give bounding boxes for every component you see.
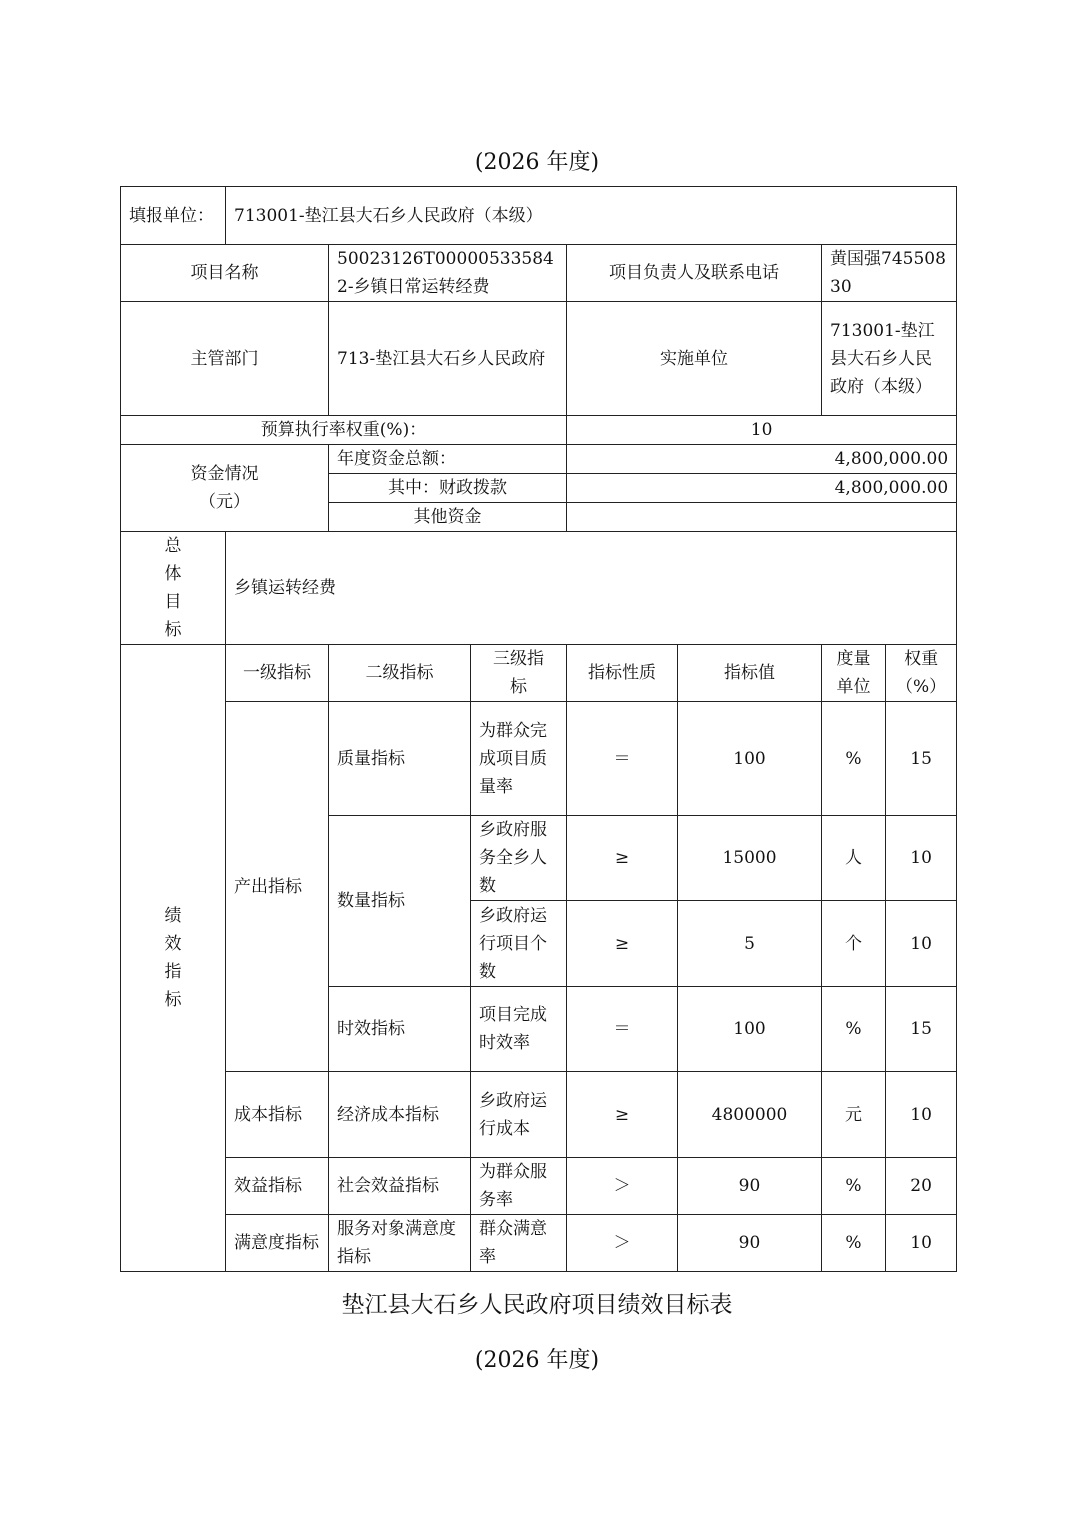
other-value [567, 503, 957, 532]
budget-weight-value: 10 [567, 416, 957, 445]
header-unit: 度量单位 [822, 645, 886, 702]
level3-cell: 为群众完成项目质量率 [471, 702, 567, 816]
project-name-label: 项目名称 [121, 245, 329, 302]
unit-value: 713001-垫江县大石乡人民政府（本级） [226, 187, 957, 245]
impl-label: 实施单位 [567, 302, 822, 416]
weight-cell: 20 [886, 1158, 957, 1215]
fiscal-value: 4,800,000.00 [567, 474, 957, 503]
performance-table [120, 186, 957, 1272]
level2-quantity: 数量指标 [329, 816, 471, 987]
contact-value: 黄国强74550830 [822, 245, 957, 302]
goal-label: 总体目标 [121, 532, 226, 645]
value-cell: 100 [678, 702, 822, 816]
unit-cell: 人 [822, 816, 886, 901]
value-cell: 4800000 [678, 1072, 822, 1158]
total-label: 年度资金总额： [329, 445, 567, 474]
unit-cell: % [822, 1158, 886, 1215]
weight-cell: 10 [886, 1072, 957, 1158]
level1-cost: 成本指标 [226, 1072, 329, 1158]
nature-cell: ＝ [567, 702, 678, 816]
value-cell: 90 [678, 1158, 822, 1215]
total-value: 4,800,000.00 [567, 445, 957, 474]
value-cell: 100 [678, 987, 822, 1072]
value-cell: 90 [678, 1215, 822, 1272]
goal-value: 乡镇运转经费 [226, 532, 957, 645]
level1-output: 产出指标 [226, 702, 329, 1072]
weight-cell: 15 [886, 702, 957, 816]
funds-label: 资金情况（元） [121, 445, 329, 532]
nature-cell: ＞ [567, 1215, 678, 1272]
nature-cell: ≥ [567, 901, 678, 987]
unit-cell: % [822, 1215, 886, 1272]
other-label: 其他资金 [329, 503, 567, 532]
value-cell: 15000 [678, 816, 822, 901]
level3-cell: 乡政府运行项目个数 [471, 901, 567, 987]
weight-cell: 10 [886, 901, 957, 987]
unit-cell: % [822, 702, 886, 816]
level1-benefit: 效益指标 [226, 1158, 329, 1215]
nature-cell: ≥ [567, 816, 678, 901]
contact-label: 项目负责人及联系电话 [567, 245, 822, 302]
level3-cell: 为群众服务率 [471, 1158, 567, 1215]
header-level2: 二级指标 [329, 645, 471, 702]
unit-cell: 元 [822, 1072, 886, 1158]
year-subheading: (2026 年度) [474, 1348, 600, 1373]
value-cell: 5 [678, 901, 822, 987]
nature-cell: ≥ [567, 1072, 678, 1158]
unit-label: 填报单位： [121, 187, 226, 245]
level2-social-benefit: 社会效益指标 [329, 1158, 471, 1215]
dept-label: 主管部门 [121, 302, 329, 416]
nature-cell: ＞ [567, 1158, 678, 1215]
document-title: 垫江县大石乡人民政府项目绩效目标表 [341, 1292, 733, 1318]
unit-cell: % [822, 987, 886, 1072]
budget-weight-label: 预算执行率权重(%)： [121, 416, 567, 445]
header-nature: 指标性质 [567, 645, 678, 702]
header-value: 指标值 [678, 645, 822, 702]
weight-cell: 10 [886, 1215, 957, 1272]
level1-satisfaction: 满意度指标 [226, 1215, 329, 1272]
level3-cell: 乡政府运行成本 [471, 1072, 567, 1158]
header-level3: 三级指标 [471, 645, 567, 702]
perf-label: 绩效指标 [121, 645, 226, 1272]
unit-cell: 个 [822, 901, 886, 987]
level3-cell: 项目完成时效率 [471, 987, 567, 1072]
level2-service-satisfaction: 服务对象满意度指标 [329, 1215, 471, 1272]
level2-economic-cost: 经济成本指标 [329, 1072, 471, 1158]
year-heading: (2026 年度) [474, 150, 600, 175]
level3-cell: 乡政府服务全乡人数 [471, 816, 567, 901]
fiscal-label: 其中：财政拨款 [329, 474, 567, 503]
impl-value: 713001-垫江县大石乡人民政府（本级） [822, 302, 957, 416]
weight-cell: 10 [886, 816, 957, 901]
header-level1: 一级指标 [226, 645, 329, 702]
level3-cell: 群众满意率 [471, 1215, 567, 1272]
weight-cell: 15 [886, 987, 957, 1072]
header-weight: 权重（%） [886, 645, 957, 702]
level2-timeliness: 时效指标 [329, 987, 471, 1072]
project-name-value: 50023126T000005335842-乡镇日常运转经费 [329, 245, 567, 302]
nature-cell: ＝ [567, 987, 678, 1072]
dept-value: 713-垫江县大石乡人民政府 [329, 302, 567, 416]
level2-quality: 质量指标 [329, 702, 471, 816]
